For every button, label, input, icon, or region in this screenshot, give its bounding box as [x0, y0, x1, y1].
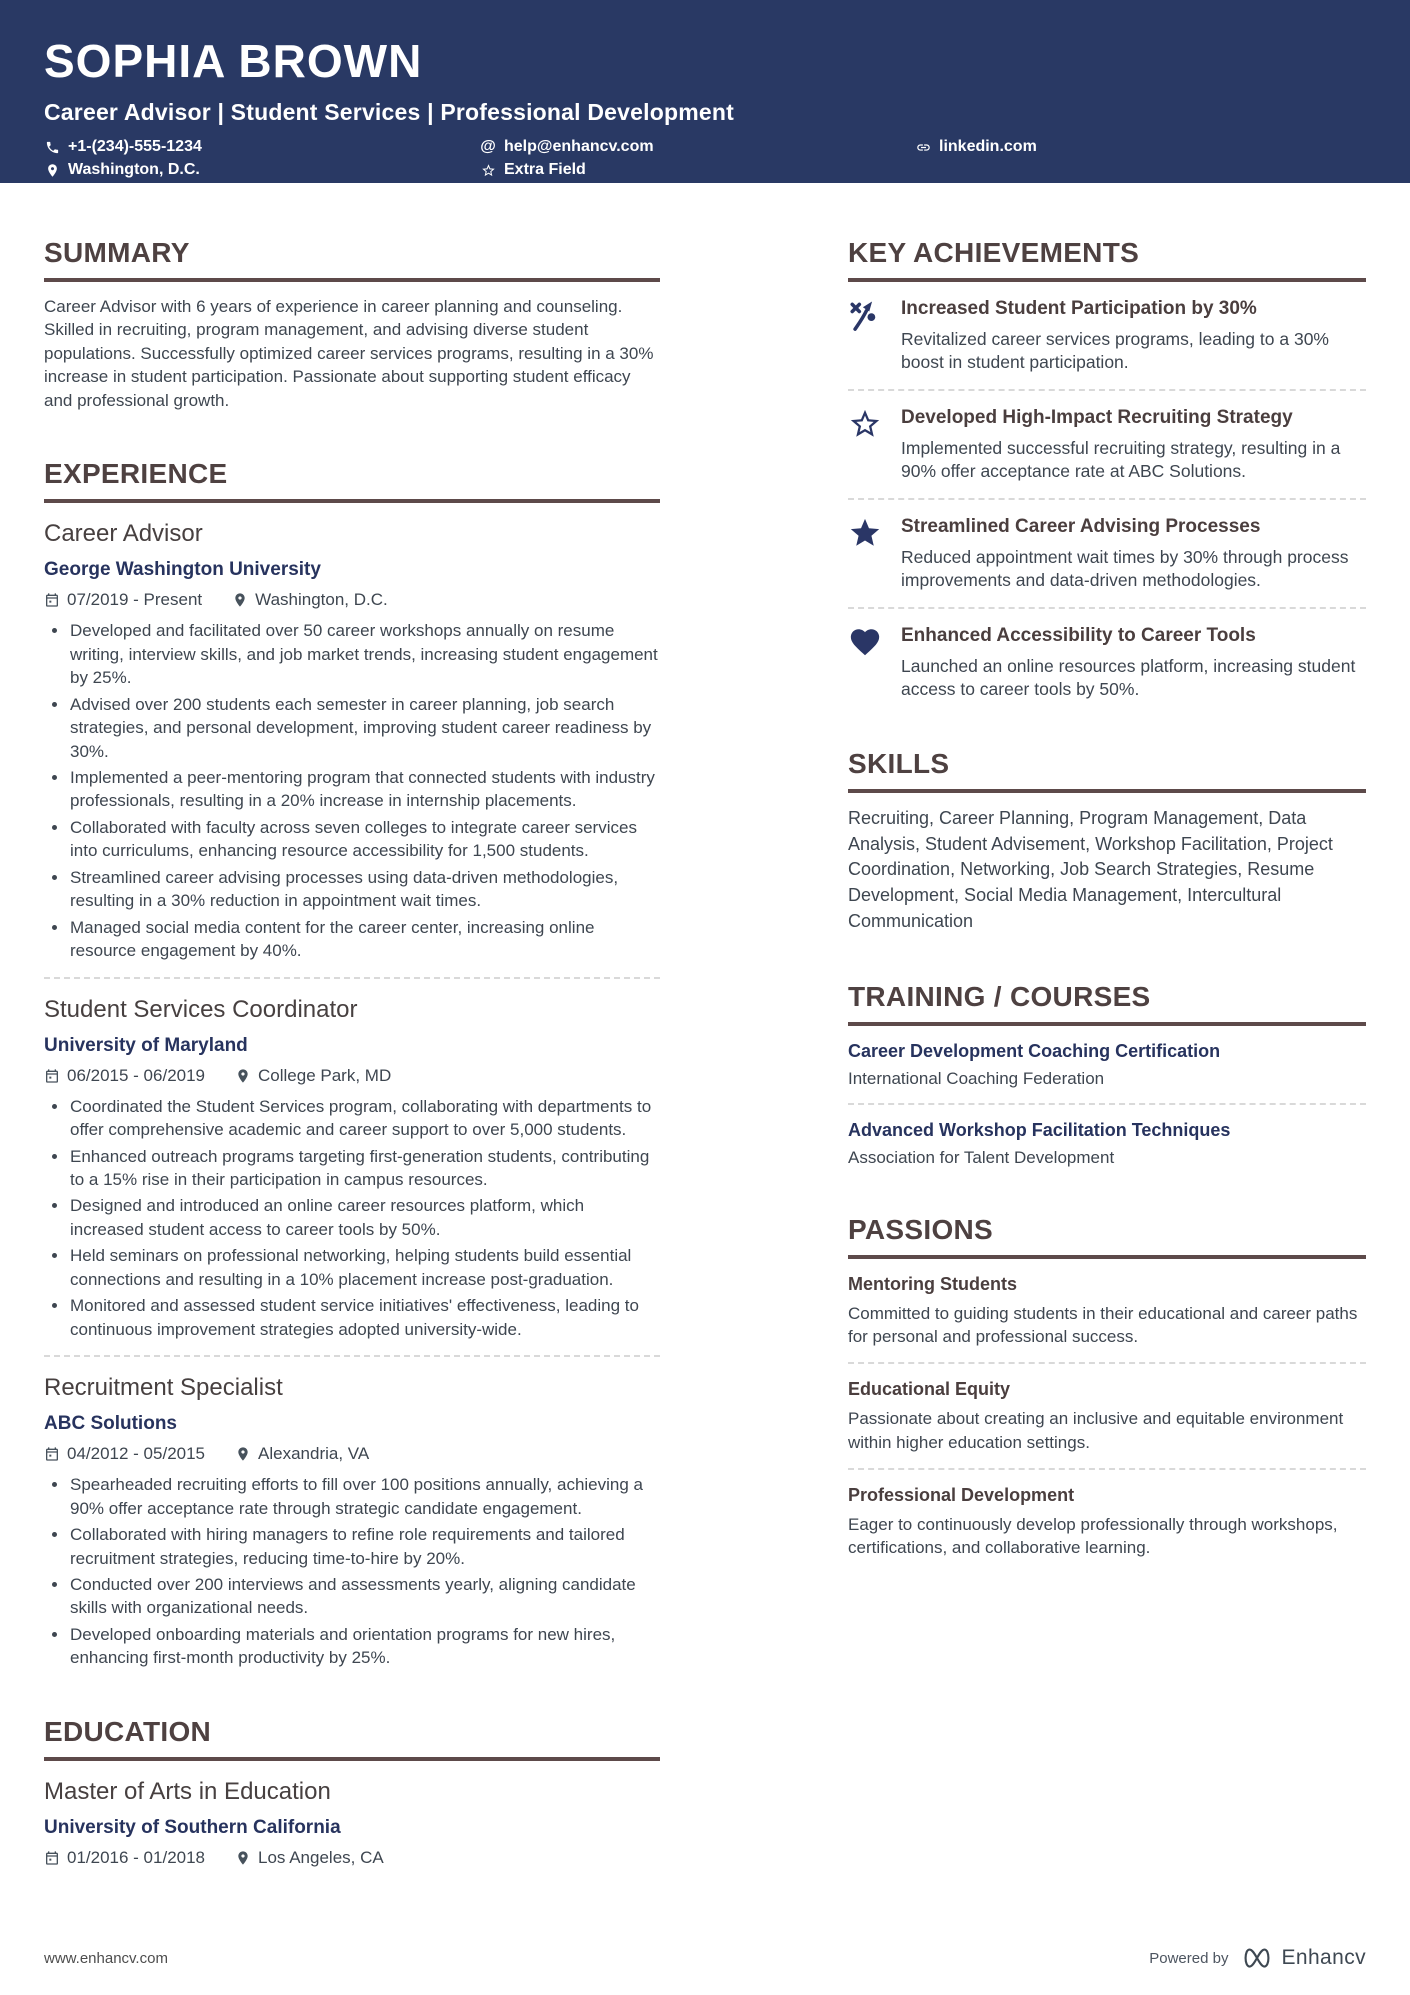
education-location: Los Angeles, CA [235, 1848, 384, 1868]
job-bullet: • Collaborated with hiring managers to refine role requirements and tailored recruitment strategies, reducing time-to-hire by 20%. [69, 1523, 660, 1570]
passions-section [848, 1214, 1366, 1560]
achievement-item [848, 515, 1366, 593]
contact-extra-field-text: Extra Field [504, 161, 586, 178]
achievement-title: Enhanced Accessibility to Career Tools [901, 625, 1256, 646]
job-bullets [44, 1473, 660, 1670]
job-bullet: • Implemented a peer-mentoring program that connected students with industry professionals, resulting in a 20% increase in internship placements. [69, 766, 660, 813]
contact-linkedin-text: linkedin.com [939, 138, 1037, 155]
entry-divider [848, 1103, 1366, 1105]
passion-description: Committed to guiding students in their educational and career paths for personal and professional success. [848, 1303, 1358, 1346]
contact-email-text: help@enhancv.com [504, 138, 654, 155]
course-title: Advanced Workshop Facilitation Techniques [848, 1119, 1231, 1140]
experience-entry [44, 996, 660, 1342]
entry-divider [848, 498, 1366, 500]
job-bullet: • Spearheaded recruiting efforts to fill over 100 positions annually, achieving a 90% offer acceptance rate through strategic candidate engagement. [69, 1473, 660, 1520]
job-bullet: • Monitored and assessed student service initiatives' effectiveness, leading to continuous improvement strategies adopted university-wide. [69, 1294, 660, 1341]
achievement-title: Increased Student Participation by 30% [901, 298, 1257, 319]
summary-text: Career Advisor with 6 years of experience in career planning and counseling. Skilled in recruiting, program management, and advising diverse student populations. Successfully optimized career services programs, resulting in a 30% increase in student participation. Passionate about supporting student efficacy and professional growth. [44, 297, 654, 410]
school-name: University of Southern California [44, 1816, 341, 1838]
skills-list: Recruiting, Career Planning, Program Management, Data Analysis, Student Advisement, Workshop Facilitation, Project Coordination, Networking, Job Search Strategies, Resume Development, Social Media Management, Intercultural Communication [848, 808, 1333, 931]
contact-phone[interactable] [44, 138, 480, 156]
enhancv-logo-text: Enhancv [1281, 1946, 1366, 1969]
job-dates: 04/2012 - 05/2015 [44, 1444, 205, 1464]
page-footer [44, 1945, 1366, 1971]
passion-item [848, 1274, 1366, 1349]
entry-divider [848, 1468, 1366, 1470]
candidate-name: SOPHIA BROWN [44, 35, 423, 87]
job-bullet: • Streamlined career advising processes using data-driven methodologies, resulting in a 30% reduction in appointment wait times. [69, 866, 660, 913]
job-bullet: • Held seminars on professional networking, helping students build essential connections and resulting in a 10% placement increase post-graduation. [69, 1244, 660, 1291]
course-item [848, 1120, 1366, 1168]
resume-body [0, 183, 1410, 1868]
star-outline-icon [480, 163, 496, 178]
experience-heading: EXPERIENCE [44, 458, 660, 503]
contact-location-text: Washington, D.C. [68, 161, 200, 178]
training-section [848, 981, 1366, 1168]
education-meta [44, 1848, 660, 1868]
contact-linkedin[interactable] [915, 138, 1366, 156]
course-provider: Association for Talent Development [848, 1147, 1115, 1167]
achievement-item [848, 624, 1366, 702]
skills-heading: SKILLS [848, 748, 1366, 793]
job-bullet: • Advised over 200 students each semester in career planning, job search strategies, and personal development, improving student career readiness by 30%. [69, 693, 660, 763]
achievement-item [848, 406, 1366, 484]
entry-divider [848, 1362, 1366, 1364]
summary-section [44, 237, 660, 412]
achievement-description: Reduced appointment wait times by 30% through process improvements and data-driven methodologies. [901, 546, 1349, 591]
contact-email[interactable] [480, 138, 915, 156]
contact-phone-text: +1-(234)-555-1234 [68, 138, 202, 155]
job-bullet: • Managed social media content for the career center, increasing online resource engagement by 40%. [69, 916, 660, 963]
strategy-icon [848, 297, 886, 375]
right-column [848, 183, 1366, 1868]
job-company: George Washington University [44, 559, 321, 581]
job-dates: 07/2019 - Present [44, 590, 202, 610]
achievement-title: Streamlined Career Advising Processes [901, 516, 1261, 537]
enhancv-logo-icon [1240, 1945, 1274, 1971]
education-heading: EDUCATION [44, 1716, 660, 1761]
location-pin-icon [235, 1446, 251, 1462]
calendar-icon [44, 1446, 60, 1462]
summary-heading: SUMMARY [44, 237, 660, 282]
job-location: College Park, MD [235, 1066, 391, 1086]
degree-title: Master of Arts in Education [44, 1777, 331, 1805]
achievement-item [848, 297, 1366, 375]
job-bullets [44, 1095, 660, 1342]
entry-divider [44, 1355, 660, 1357]
star-outline-icon [848, 406, 886, 484]
job-location: Washington, D.C. [232, 590, 388, 610]
job-meta [44, 590, 660, 610]
passion-title: Professional Development [848, 1484, 1075, 1505]
job-bullet: • Enhanced outreach programs targeting first-generation students, contributing to a 15% rise in their participation in campus resources. [69, 1145, 660, 1192]
job-title: Student Services Coordinator [44, 995, 358, 1023]
entry-divider [848, 389, 1366, 391]
candidate-headline: Career Advisor | Student Services | Professional Development [44, 99, 734, 125]
job-location: Alexandria, VA [235, 1444, 369, 1464]
achievement-title: Developed High-Impact Recruiting Strategy [901, 407, 1293, 428]
passion-description: Eager to continuously develop professionally through workshops, certifications, and collaborative learning. [848, 1514, 1338, 1558]
job-dates: 06/2015 - 06/2019 [44, 1066, 205, 1086]
experience-section [44, 458, 660, 1670]
entry-divider [848, 607, 1366, 609]
location-pin-icon [235, 1850, 251, 1866]
job-bullet: • Collaborated with faculty across seven colleges to integrate career services into curriculums, enhancing resource accessibility for 1,500 students. [69, 816, 660, 863]
passion-item [848, 1379, 1366, 1454]
education-dates: 01/2016 - 01/2018 [44, 1848, 205, 1868]
contact-extra-field [480, 161, 915, 179]
link-icon [915, 140, 931, 155]
job-bullet: • Developed onboarding materials and orientation programs for new hires, enhancing first-month productivity by 25%. [69, 1623, 660, 1670]
skills-section [848, 748, 1366, 935]
contact-info [44, 138, 1366, 179]
entry-divider [44, 977, 660, 979]
location-pin-icon [235, 1068, 251, 1084]
contact-location [44, 161, 480, 179]
job-title: Recruitment Specialist [44, 1374, 283, 1402]
left-column [44, 183, 660, 1868]
location-pin-icon [232, 592, 248, 608]
calendar-icon [44, 592, 60, 608]
resume-header [0, 0, 1410, 183]
passion-item [848, 1485, 1366, 1560]
calendar-icon [44, 1068, 60, 1084]
achievement-description: Revitalized career services programs, leading to a 30% boost in student participation. [901, 328, 1329, 373]
enhancv-logo[interactable] [1240, 1945, 1366, 1971]
job-meta [44, 1444, 660, 1464]
job-bullet: • Designed and introduced an online career resources platform, which increased student access to career tools by 50%. [69, 1194, 660, 1241]
achievement-description: Launched an online resources platform, increasing student access to career tools by 50%. [901, 655, 1356, 700]
job-bullets [44, 619, 660, 962]
passion-description: Passionate about creating an inclusive and equitable environment within higher education settings. [848, 1409, 1344, 1452]
course-provider: International Coaching Federation [848, 1068, 1105, 1088]
powered-by-label: Powered by [1149, 1949, 1229, 1967]
achievements-heading: KEY ACHIEVEMENTS [848, 237, 1366, 282]
course-item [848, 1041, 1366, 1089]
job-title: Career Advisor [44, 520, 203, 548]
phone-icon [44, 140, 60, 155]
location-pin-icon [44, 163, 60, 178]
star-filled-icon [848, 515, 886, 593]
calendar-icon [44, 1850, 60, 1866]
at-icon: @ [480, 138, 496, 155]
training-heading: TRAINING / COURSES [848, 981, 1366, 1026]
experience-entry [44, 1374, 660, 1670]
passion-title: Mentoring Students [848, 1273, 1017, 1294]
job-bullet: • Conducted over 200 interviews and assessments yearly, aligning candidate skills with organizational needs. [69, 1573, 660, 1620]
achievement-description: Implemented successful recruiting strategy, resulting in a 90% offer acceptance rate at ABC Solutions. [901, 437, 1341, 482]
heart-icon [848, 624, 886, 702]
job-meta [44, 1066, 660, 1086]
job-company: University of Maryland [44, 1034, 248, 1056]
job-company: ABC Solutions [44, 1413, 177, 1435]
passion-title: Educational Equity [848, 1379, 1011, 1400]
passions-heading: PASSIONS [848, 1214, 1366, 1259]
footer-website-link[interactable]: www.enhancv.com [44, 1949, 168, 1967]
course-title: Career Development Coaching Certification [848, 1040, 1221, 1061]
education-section [44, 1716, 660, 1868]
experience-entry [44, 520, 660, 962]
achievements-section [848, 237, 1366, 702]
job-bullet: • Coordinated the Student Services program, collaborating with departments to offer comprehensive academic and career support to over 5,000 students. [69, 1095, 660, 1142]
job-bullet: • Developed and facilitated over 50 career workshops annually on resume writing, interview skills, and job market trends, increasing student engagement by 25%. [69, 619, 660, 689]
